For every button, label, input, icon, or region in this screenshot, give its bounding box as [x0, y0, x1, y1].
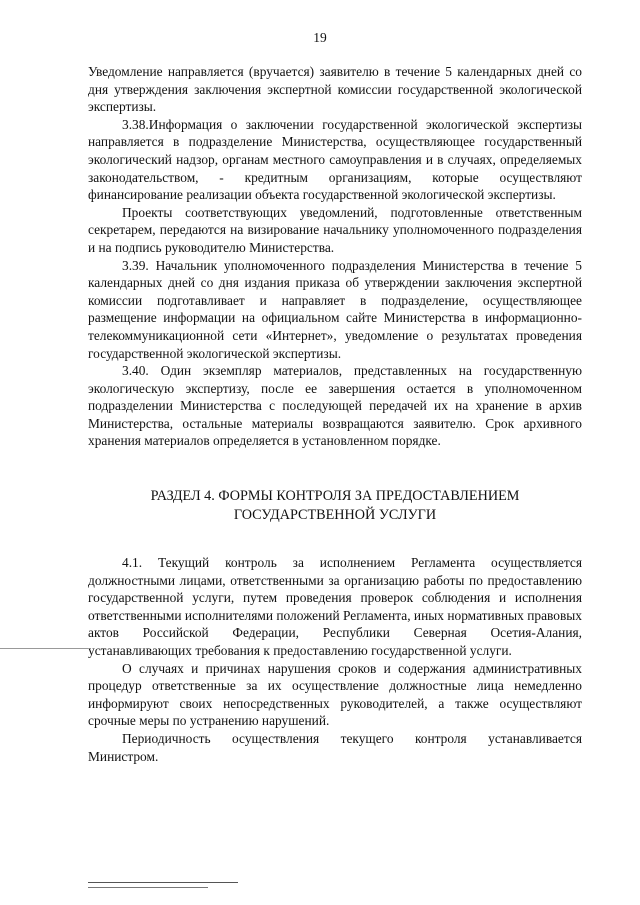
scan-artifact-line — [0, 648, 88, 649]
section-4-heading — [88, 487, 582, 524]
paragraph-notification: Уведомление направляется (вручается) заявителю в течение 5 календарных дней со дня утверждения заключения экспертной комиссии государственной экологической экспертизы. — [88, 64, 582, 115]
section-title-line-1: РАЗДЕЛ 4. ФОРМЫ КОНТРОЛЯ ЗА ПРЕДОСТАВЛЕНИЕМ — [150, 488, 520, 505]
section-title-line-2: ГОСУДАРСТВЕННОЙ УСЛУГИ — [233, 506, 437, 523]
paragraph-4-1: 4.1. Текущий контроль за исполнением Регламента осуществляется должностными лицами, ответственными за организацию работы по предоставлению государственной услуги, путем проведения проверок соблюдения и исполнения ответственными исполнителями положений Регламента, иных нормативных правовых актов Российской Федерации, Республики Северная Осетия-Алания, устанавливающих требования к предоставлению государственной услуги. — [88, 555, 582, 659]
paragraph-3-39: 3.39. Начальник уполномоченного подразделения Министерства в течение 5 календарных дней со дня издания приказа об утверждении заключения экспертной комиссии подготавливает и направляет в подразделение, осуществляющее размещение информации на официальном сайте Министерства в информационно-телекоммуникационной сети «Интернет», уведомление о результатах проведения государственной экологической экспертизы. — [88, 257, 582, 361]
footer-rule-secondary — [88, 887, 208, 888]
paragraph-3-40: 3.40. Один экземпляр материалов, представленных на государственную экологическую экспертизу, после ее завершения остается в уполномоченном подразделении Министерства с последующей передачей их на хранение в архив Министерства, остальные материалы возвращаются заявителю. Срок архивного хранения материалов определяется в установленном порядке. — [88, 363, 582, 449]
paragraph-violations: О случаях и причинах нарушения сроков и содержания административных процедур ответственные за их осуществление должностные лица немедленно информируют своих непосредственных руководителей, а также осуществляют срочные меры по устранению нарушений. — [88, 660, 582, 729]
paragraph-periodicity: Периодичность осуществления текущего контроля устанавливается Министром. — [88, 731, 582, 764]
document-body — [88, 63, 582, 765]
footer-rule — [88, 882, 238, 883]
paragraph-3-38: 3.38.Информация о заключении государственной экологической экспертизы направляется в подразделение Министерства, осуществляющее государственный экологический надзор, органам местного самоуправления и в случаях, определяемых законодательством, - кредитным организациям, которые осуществляют финансирование реализации объекта государственной экологической экспертизы. — [88, 116, 582, 203]
paragraph-draft-notices: Проекты соответствующих уведомлений, подготовленные ответственным секретарем, передаются на визирование начальнику уполномоченного подразделения и на подпись руководителю Министерства. — [88, 204, 582, 255]
page-number: 19 — [313, 30, 327, 45]
